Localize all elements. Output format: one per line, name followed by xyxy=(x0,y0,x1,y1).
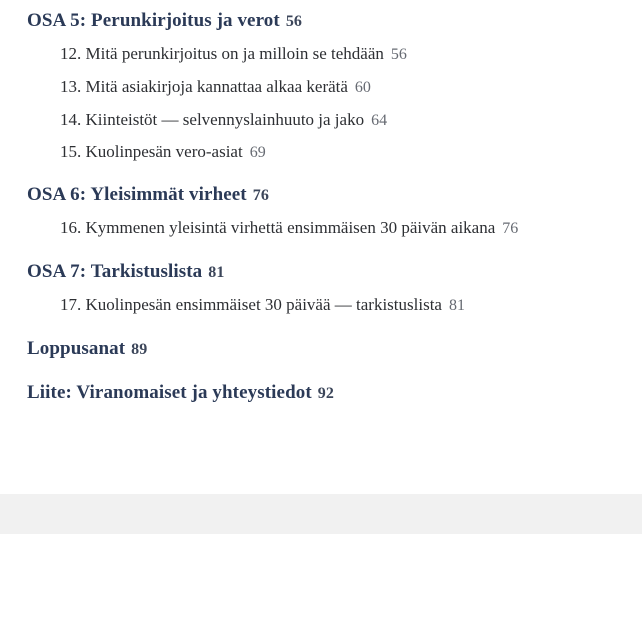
page-number: 64 xyxy=(371,112,388,129)
toc-chapter-15[interactable] xyxy=(60,142,266,162)
page-number: 76 xyxy=(502,220,519,237)
page-number: 89 xyxy=(131,341,148,358)
page-number: 81 xyxy=(208,264,225,281)
chapter-label: 16. Kymmenen yleisintä virhettä ensimmäisen 30 päivän aikana xyxy=(60,218,496,237)
part-title: Loppusanat xyxy=(27,338,126,359)
toc-part-7[interactable] xyxy=(27,261,224,283)
part-title: OSA 5: Perunkirjoitus ja verot xyxy=(27,10,280,31)
page-number: 60 xyxy=(354,79,371,96)
chapter-label: 17. Kuolinpesän ensimmäiset 30 päivää — tarkistuslista xyxy=(60,295,442,314)
page-number: 56 xyxy=(390,46,407,63)
chapter-label: 15. Kuolinpesän vero-asiat xyxy=(60,142,243,161)
chapter-label: 12. Mitä perunkirjoitus on ja milloin se tehdään xyxy=(60,44,384,63)
part-title: Liite: Viranomaiset ja yhteystiedot xyxy=(27,382,312,403)
page-number: 76 xyxy=(252,187,269,204)
part-title: OSA 7: Tarkistuslista xyxy=(27,261,203,282)
page-number: 56 xyxy=(285,13,303,30)
page-number: 81 xyxy=(448,297,465,314)
page-number: 69 xyxy=(249,144,266,161)
chapter-label: 13. Mitä asiakirjoja kannattaa alkaa kerätä xyxy=(60,77,348,96)
toc-part-5[interactable] xyxy=(27,10,302,32)
toc-liite[interactable] xyxy=(27,382,334,404)
toc-chapter-14[interactable] xyxy=(60,110,387,130)
page-divider-band xyxy=(0,494,642,534)
page-number: 92 xyxy=(317,385,334,402)
toc-chapter-16[interactable] xyxy=(60,218,518,238)
part-title: OSA 6: Yleisimmät virheet xyxy=(27,184,247,205)
toc-loppusanat[interactable] xyxy=(27,338,147,360)
toc-chapter-17[interactable] xyxy=(60,295,465,315)
toc-chapter-12[interactable] xyxy=(60,44,407,64)
toc-part-6[interactable] xyxy=(27,184,269,206)
toc-chapter-13[interactable] xyxy=(60,77,371,97)
chapter-label: 14. Kiinteistöt — selvennyslainhuuto ja jako xyxy=(60,110,365,129)
